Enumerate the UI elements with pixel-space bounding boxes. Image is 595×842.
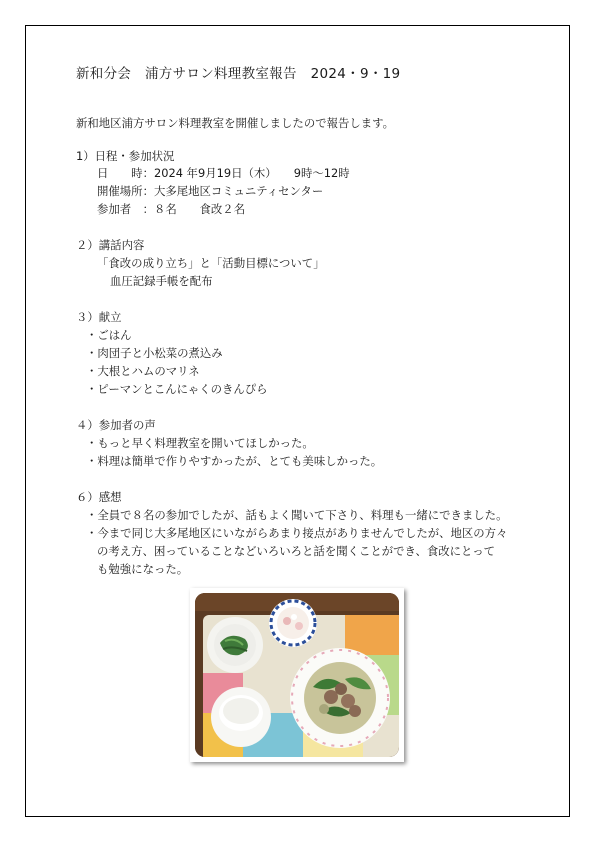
section-2-heading: ２）講話内容 [76,238,145,252]
menu-item: ・大根とハムのマリネ [86,364,200,378]
food-photo-frame [190,588,404,762]
menu-item: ・ごはん [86,328,132,342]
menu-item: ・肉団子と小松菜の煮込み [86,346,223,360]
section-1-heading: 1）日程・参加状況 [76,149,175,163]
section-4-heading: ４）参加者の声 [76,418,156,432]
talk-topic: 「食改の成り立ち」と「活動目標について」 [97,256,325,270]
impression-line: ・今まで同じ大多尾地区にいながらあまり接点がありませんでしたが、地区の方々 [86,526,508,540]
meal-illustration [195,593,399,757]
event-place: 開催場所：大多尾地区コミュニティセンター [97,184,324,198]
intro-text: 新和地区浦方サロン料理教室を開催しましたので報告します。 [76,116,395,130]
section-3-heading: ３）献立 [76,310,122,324]
report-title: 新和分会 浦方サロン料理教室報告 2024・9・19 [76,66,401,82]
menu-item: ・ピーマンとこんにゃくのきんぴら [86,382,268,396]
impression-line: も勉強になった。 [97,562,189,576]
attendee-count: 参加者 ：８名 食改２名 [97,202,246,216]
participant-comment: ・料理は簡単で作りやすかったが、とても美味しかった。 [86,454,383,468]
impression-line: ・全員で８名の参加でしたが、話もよく聞いて下さり、料理も一緒にできました。 [86,508,508,522]
participant-comment: ・もっと早く料理教室を開いてほしかった。 [86,436,314,450]
event-date: 日 時：2024 年9月19日（木） 9時～12時 [97,166,350,180]
section-6-heading: ６）感想 [76,490,122,504]
impression-line: の考え方、困っていることなどいろいろと話を聞くことができ、食改にとって [97,544,495,558]
handout-text: 血圧記録手帳を配布 [110,274,213,288]
food-photo [195,593,399,757]
